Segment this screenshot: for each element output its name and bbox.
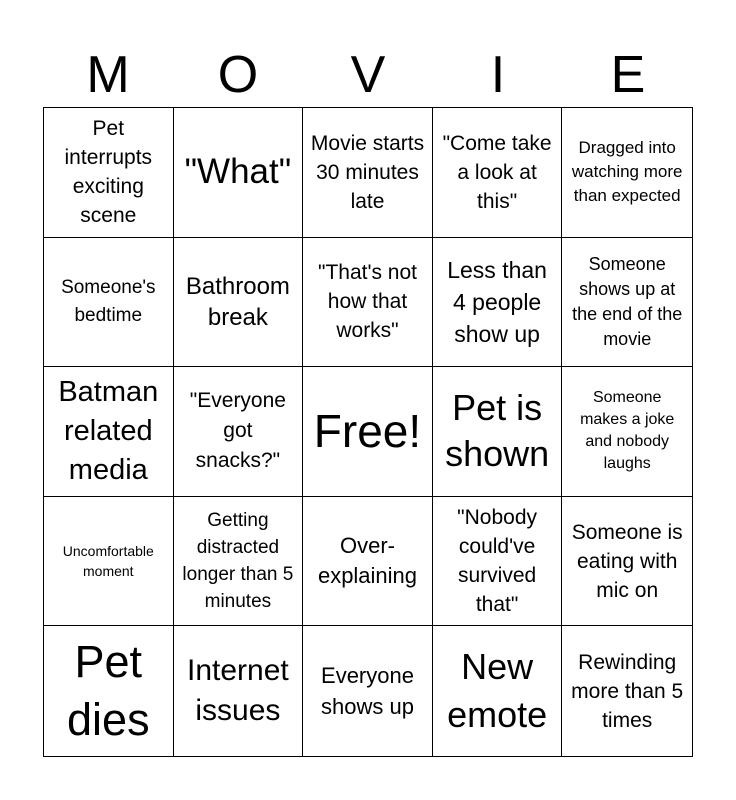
cell-label: Someone is eating with mic on	[571, 520, 683, 602]
bingo-cell[interactable]	[174, 238, 304, 368]
bingo-cell[interactable]	[433, 497, 563, 627]
bingo-board	[43, 107, 693, 757]
cell-label: Dragged into watching more than expected	[571, 138, 683, 206]
bingo-cell[interactable]	[44, 626, 174, 756]
bingo-cell[interactable]	[562, 238, 692, 368]
cell-label: Over-explaining	[317, 533, 418, 589]
bingo-cell[interactable]	[433, 238, 563, 368]
cell-label: New emote	[447, 646, 548, 736]
cell-label: "Nobody could've survived that"	[457, 506, 538, 617]
cell-label: Less than 4 people show up	[447, 256, 547, 347]
bingo-cell[interactable]	[562, 367, 692, 497]
bingo-cell[interactable]	[303, 497, 433, 627]
bingo-cell[interactable]	[433, 367, 563, 497]
cell-label: Pet dies	[67, 636, 150, 746]
bingo-header	[43, 44, 693, 106]
bingo-cell[interactable]	[44, 367, 174, 497]
bingo-cell[interactable]	[303, 626, 433, 756]
bingo-cell[interactable]	[174, 108, 304, 238]
bingo-cell[interactable]	[562, 626, 692, 756]
header-letter-v: V	[350, 46, 386, 104]
cell-label: "That's not how that works"	[317, 261, 417, 343]
cell-label: Rewinding more than 5 times	[571, 650, 684, 732]
bingo-cell[interactable]	[174, 626, 304, 756]
cell-label: Pet interrupts exciting scene	[64, 117, 153, 228]
header-letter-e: E	[610, 46, 646, 104]
cell-label: Everyone shows up	[321, 663, 414, 720]
bingo-cell[interactable]	[433, 108, 563, 238]
header-letter-o: O	[217, 46, 259, 104]
free-space[interactable]	[303, 367, 433, 497]
cell-label: Bathroom break	[185, 272, 290, 331]
bingo-cell[interactable]	[174, 497, 304, 627]
cell-label: Movie starts 30 minutes late	[310, 131, 425, 213]
bingo-cell[interactable]	[303, 108, 433, 238]
cell-label: Pet is shown	[445, 387, 550, 475]
bingo-cell[interactable]	[174, 367, 304, 497]
bingo-cell[interactable]	[433, 626, 563, 756]
cell-label: Batman related media	[58, 375, 159, 486]
header-letter-i: I	[490, 46, 506, 104]
cell-label: Getting distracted longer than 5 minutes	[182, 510, 294, 613]
cell-label: "What"	[184, 152, 292, 192]
cell-label: "Come take a look at this"	[442, 131, 552, 213]
cell-label: "Everyone got snacks?"	[189, 389, 286, 473]
bingo-cell[interactable]	[44, 238, 174, 368]
bingo-cell[interactable]	[303, 238, 433, 368]
bingo-cell[interactable]	[44, 108, 174, 238]
bingo-cell[interactable]	[562, 497, 692, 627]
cell-label: Someone's bedtime	[61, 276, 156, 326]
bingo-cell[interactable]	[44, 497, 174, 627]
header-letter-m: M	[86, 46, 130, 104]
cell-label: Internet issues	[187, 654, 289, 728]
bingo-cell[interactable]	[562, 108, 692, 238]
cell-label: Someone shows up at the end of the movie	[572, 253, 683, 349]
cell-label: Someone makes a joke and nobody laughs	[580, 389, 675, 473]
cell-label: Free!	[313, 405, 422, 458]
cell-label: Uncomfortable moment	[62, 543, 154, 580]
